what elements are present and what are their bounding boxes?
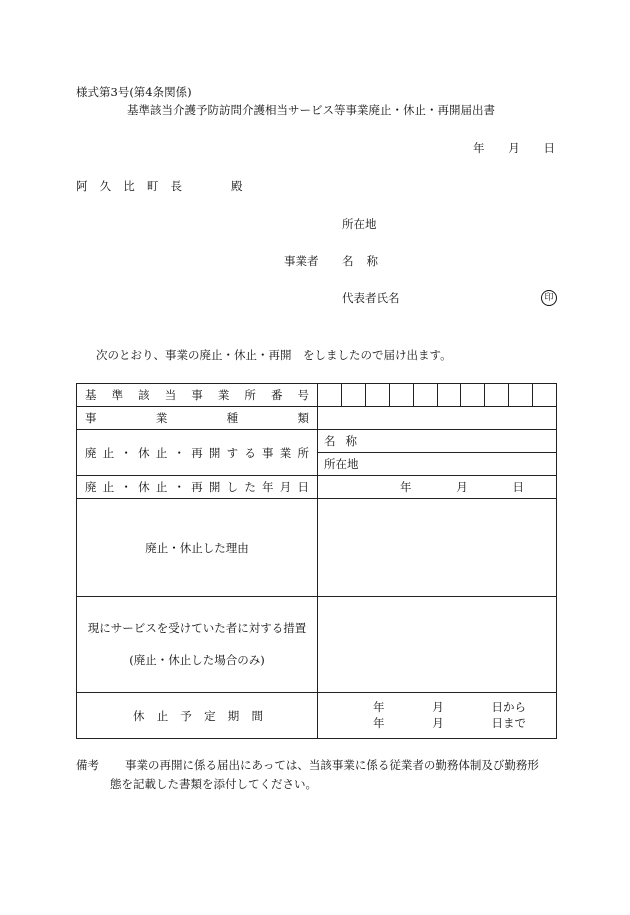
submission-date (473, 143, 555, 155)
name-char: 称 (366, 254, 378, 268)
notification-form-table (76, 383, 557, 739)
row-business-type (77, 407, 557, 430)
recipient-char: 久 (99, 179, 112, 193)
effective-date-field[interactable]: 年 月 日 (318, 476, 557, 499)
digit-cell[interactable] (509, 384, 533, 406)
digit-cell[interactable] (533, 384, 556, 406)
notes-text-line1: 事業の再開に係る届出にあっては、当該事業に係る従業者の勤務体制及び勤務形 (125, 758, 539, 772)
suspension-period-label: 休 止 予 定 期 間 (77, 693, 318, 739)
row-suspension-period (77, 693, 557, 739)
intro-text: 次のとおり、事業の廃止・休止・再開 をしましたので届け出ます。 (96, 348, 452, 362)
digit-cell[interactable] (414, 384, 438, 406)
digit-cell[interactable] (318, 384, 342, 406)
digit-cell[interactable] (438, 384, 462, 406)
measures-field[interactable] (318, 597, 557, 693)
establishment-name-field[interactable]: 名 称 (324, 434, 357, 448)
suspension-period-field[interactable]: 年 月 日から 年 月 日まで (318, 693, 557, 739)
establishment-label: 廃 止 ・ 休 止 ・ 再 開 す る 事 業 所 (77, 430, 318, 476)
measures-label-line1: 現にサービスを受けていた者に対する措置 (87, 621, 307, 635)
name-char: 名 (342, 254, 354, 268)
form-title: 基準該当介護予防訪問介護相当サービス等事業廃止・休止・再開届出書 (127, 103, 495, 117)
digit-cell[interactable] (366, 384, 390, 406)
form-number: 様式第3号(第4条関係) (76, 85, 192, 99)
date-day-label: 日 (543, 141, 555, 155)
recipient-char: 町 (146, 179, 159, 193)
notes-label: 備考 (76, 758, 99, 772)
effective-date-label: 廃 止 ・ 休 止 ・ 再 開 し た 年 月 日 (77, 476, 318, 499)
business-type-label: 事 業 種 類 (77, 407, 318, 430)
seal-icon: 印 (541, 290, 557, 306)
recipient (76, 181, 182, 193)
representative-label: 代表者氏名 (342, 291, 400, 305)
operator-name-label (342, 256, 378, 268)
row-measures (77, 597, 557, 693)
recipient-honorific: 殿 (231, 179, 243, 193)
reason-field[interactable] (318, 499, 557, 597)
row-effective-date (77, 476, 557, 499)
digit-cell[interactable] (485, 384, 509, 406)
row-office-number (77, 384, 557, 407)
business-type-field[interactable] (318, 407, 557, 430)
establishment-fields (318, 430, 557, 476)
notes-text-line2: 態を記載した書類を添付してください。 (110, 777, 317, 791)
address-label: 所在地 (342, 217, 377, 231)
office-number-label: 基 準 該 当 事 業 所 番 号 (77, 384, 318, 407)
date-year-label: 年 (473, 141, 485, 155)
operator-label: 事業者 (284, 254, 319, 268)
digit-cell[interactable] (342, 384, 366, 406)
row-establishment (77, 430, 557, 476)
date-month-label: 月 (508, 141, 520, 155)
office-number-input-cells[interactable] (318, 384, 557, 407)
row-reason (77, 499, 557, 597)
digit-cell[interactable] (461, 384, 485, 406)
recipient-char: 阿 (76, 179, 88, 193)
recipient-char: 比 (123, 179, 135, 193)
recipient-char: 長 (170, 179, 182, 193)
measures-label-line2: (廃止・休止した場合のみ) (129, 652, 265, 667)
establishment-address-field[interactable]: 所在地 (318, 452, 556, 475)
reason-label: 廃止・休止した理由 (77, 499, 318, 597)
measures-label (77, 597, 318, 693)
digit-cell[interactable] (390, 384, 414, 406)
